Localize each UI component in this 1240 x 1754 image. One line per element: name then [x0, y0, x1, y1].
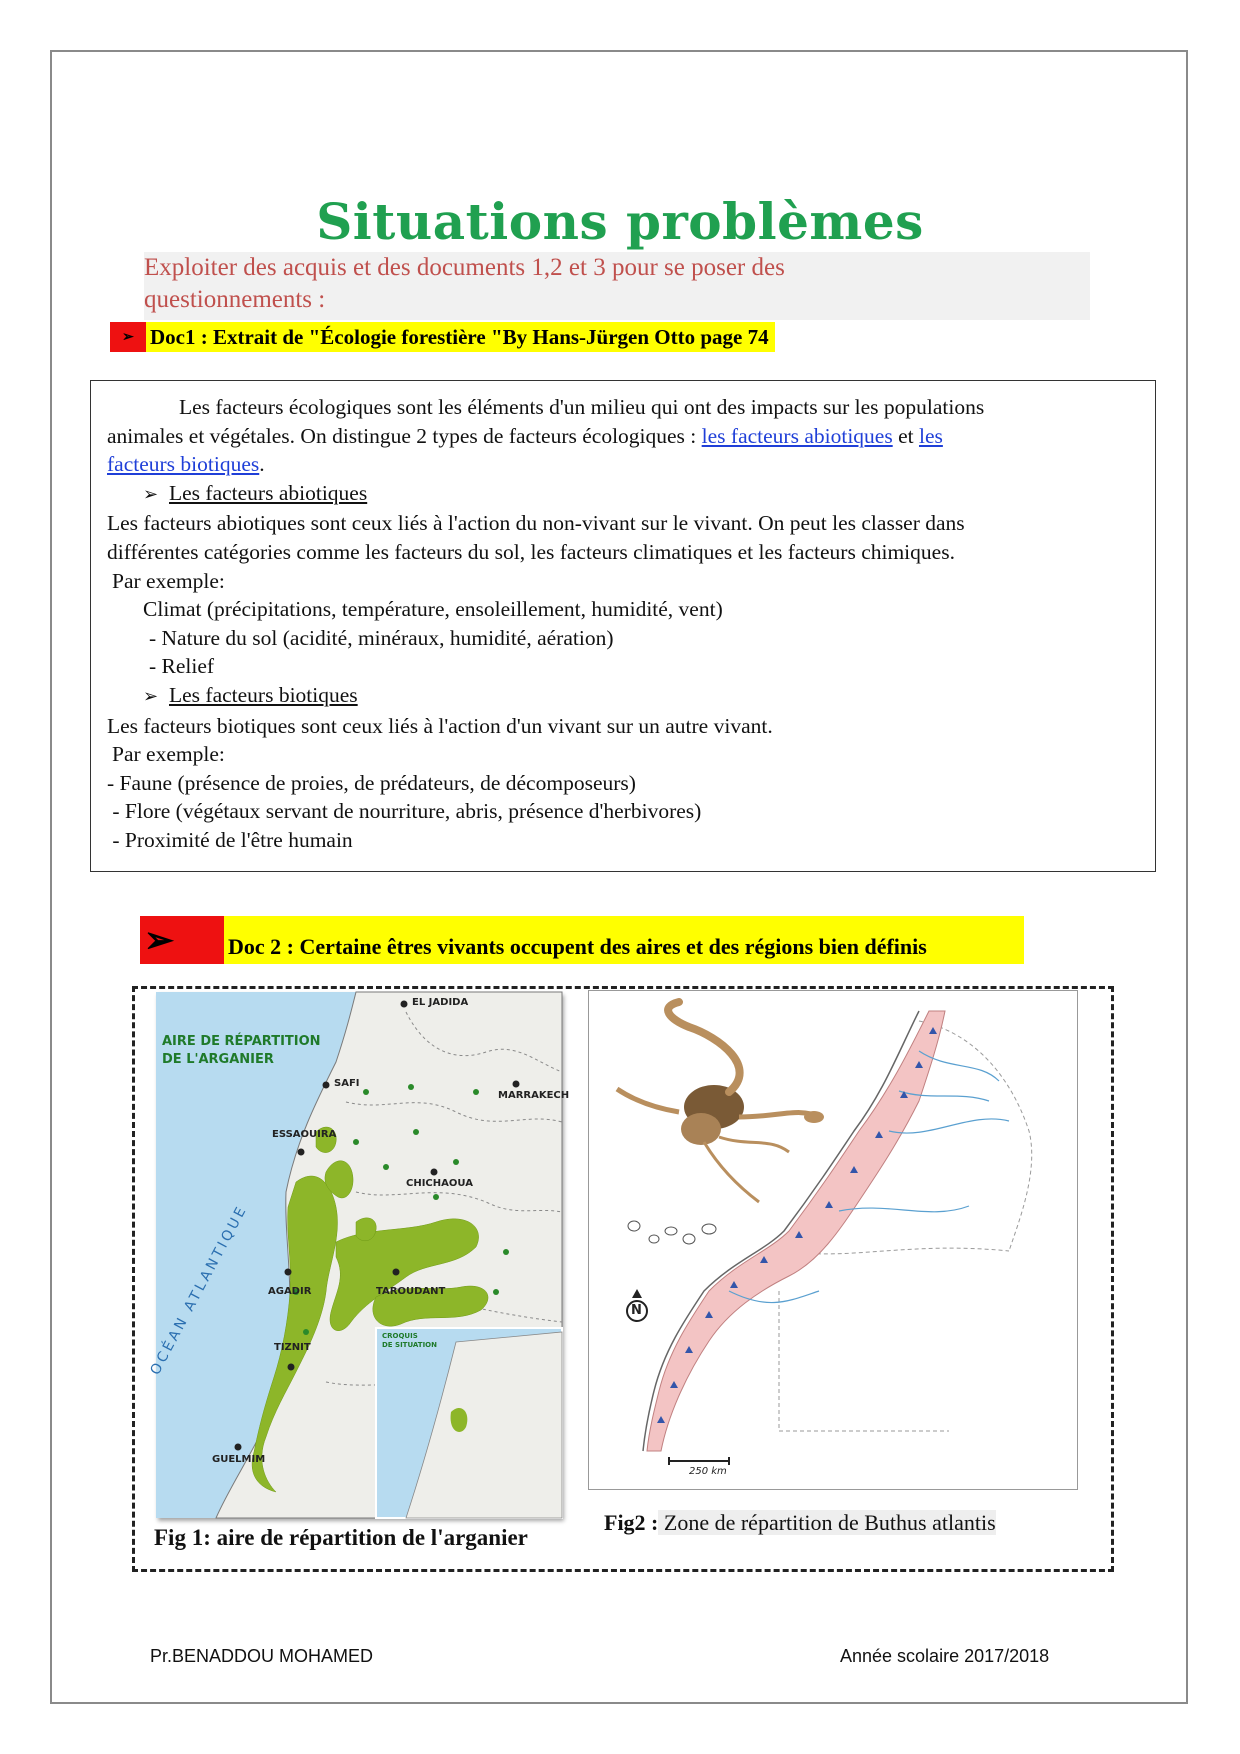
biotic-example: - Flore (végétaux servant de nourriture, abris, présence d'herbivores): [107, 799, 702, 824]
footer-school-year: Année scolaire 2017/2018: [840, 1646, 1050, 1666]
scorpion-distribution-map: [588, 990, 1078, 1490]
city-label: ESSAOUIRA: [272, 1129, 337, 1140]
biotic-example: - Faune (présence de proies, de prédateurs, de décomposeurs): [107, 770, 636, 795]
biotic-example: - Proximité de l'être humain: [107, 827, 353, 852]
city-label: SAFI: [334, 1078, 360, 1089]
argan-distribution-map: [147, 992, 570, 1518]
biotic-heading: [107, 681, 1147, 712]
abiotic-example: - Relief: [149, 654, 215, 679]
ocean-label: OCÉAN ATLANTIQUE: [147, 1202, 251, 1378]
footer-author: Pr.BENADDOU MOHAMED: [150, 1646, 374, 1666]
scorpion-map-drawing: [589, 991, 1077, 1489]
arrow-bullet-icon: ➢: [110, 322, 146, 352]
intro-line-2: questionnements :: [144, 286, 326, 313]
page-title: Situations problèmes: [316, 192, 924, 251]
city-label: CHICHAOUA: [406, 1178, 473, 1189]
inset-title-line-1: CROQUIS: [382, 1332, 418, 1340]
fig2-caption-label: Fig2 :: [604, 1510, 659, 1535]
arrow-bullet-icon: ➢: [140, 916, 224, 964]
city-label: MARRAKECH: [498, 1090, 570, 1101]
city-label: EL JADIDA: [412, 997, 469, 1008]
inset-title-line-2: DE SITUATION: [382, 1341, 437, 1349]
doc2-heading-text: Doc 2 : Certaine êtres vivants occupent des aires et des régions bien définis: [224, 916, 1024, 964]
doc1-paragraph-line: Les facteurs abiotiques sont ceux liés à l'action du non-vivant sur le vivant. On peut les classer dans: [107, 511, 965, 536]
doc1-paragraph-line: différentes catégories comme les facteurs du sol, les facteurs climatiques et les facteurs chimiques.: [107, 539, 955, 564]
doc1-heading: [110, 322, 775, 352]
abiotic-heading-text: Les facteurs abiotiques: [169, 480, 368, 505]
doc1-text: animales et végétales. On distingue 2 types de facteurs écologiques :: [107, 423, 702, 448]
fig2-caption: [604, 1510, 996, 1536]
city-label: GUELMIM: [212, 1454, 266, 1465]
abiotic-example: - Nature du sol (acidité, minéraux, humidité, aération): [149, 625, 614, 650]
doc1-paragraph-line: [107, 450, 1147, 479]
abiotic-heading: [107, 479, 1147, 510]
map-title-line-1: AIRE DE RÉPARTITION: [162, 1034, 321, 1049]
example-label: Par exemple:: [112, 742, 225, 767]
scale-label: 250 km: [689, 1466, 727, 1477]
example-label: Par exemple:: [112, 568, 225, 593]
fig1-caption: Fig 1: aire de répartition de l'arganier: [154, 1525, 528, 1550]
abiotic-example: Climat (précipitations, température, ensoleillement, humidité, vent): [143, 597, 723, 622]
doc1-text-box: [90, 380, 1156, 872]
fig2-caption-text: Zone de répartition de Buthus atlantis: [658, 1510, 996, 1535]
doc1-heading-text: Doc1 : Extrait de "Écologie forestière "By Hans-Jürgen Otto page 74: [146, 322, 775, 352]
doc2-heading: [140, 916, 1024, 964]
city-label: TAROUDANT: [376, 1286, 446, 1297]
map-title-line-2: DE L'ARGANIER: [162, 1052, 274, 1067]
link-biotic-factors-part2[interactable]: facteurs biotiques: [107, 452, 260, 477]
link-biotic-factors-part1[interactable]: les: [918, 423, 943, 448]
intro-line-1: Exploiter des acquis et des documents 1,2 et 3 pour se poser des: [144, 254, 785, 281]
doc1-paragraph-line: Les facteurs biotiques sont ceux liés à l'action d'un vivant sur un autre vivant.: [107, 713, 773, 738]
doc1-text: .: [259, 452, 265, 477]
city-label: AGADIR: [268, 1286, 312, 1297]
arrow-bullet-icon: ➢: [143, 483, 159, 505]
city-label: TIZNIT: [274, 1342, 311, 1353]
arrow-bullet-icon: ➢: [143, 685, 159, 707]
doc1-paragraph-line: [107, 422, 1147, 451]
link-abiotic-factors[interactable]: les facteurs abiotiques: [701, 423, 893, 448]
doc1-text: et: [892, 423, 919, 448]
doc1-paragraph-line: Les facteurs écologiques sont les éléments d'un milieu qui ont des impacts sur les populations: [179, 395, 985, 419]
biotic-heading-text: Les facteurs biotiques: [169, 682, 358, 707]
north-arrow-icon: N: [631, 1303, 642, 1318]
intro-instruction: [144, 252, 1090, 320]
